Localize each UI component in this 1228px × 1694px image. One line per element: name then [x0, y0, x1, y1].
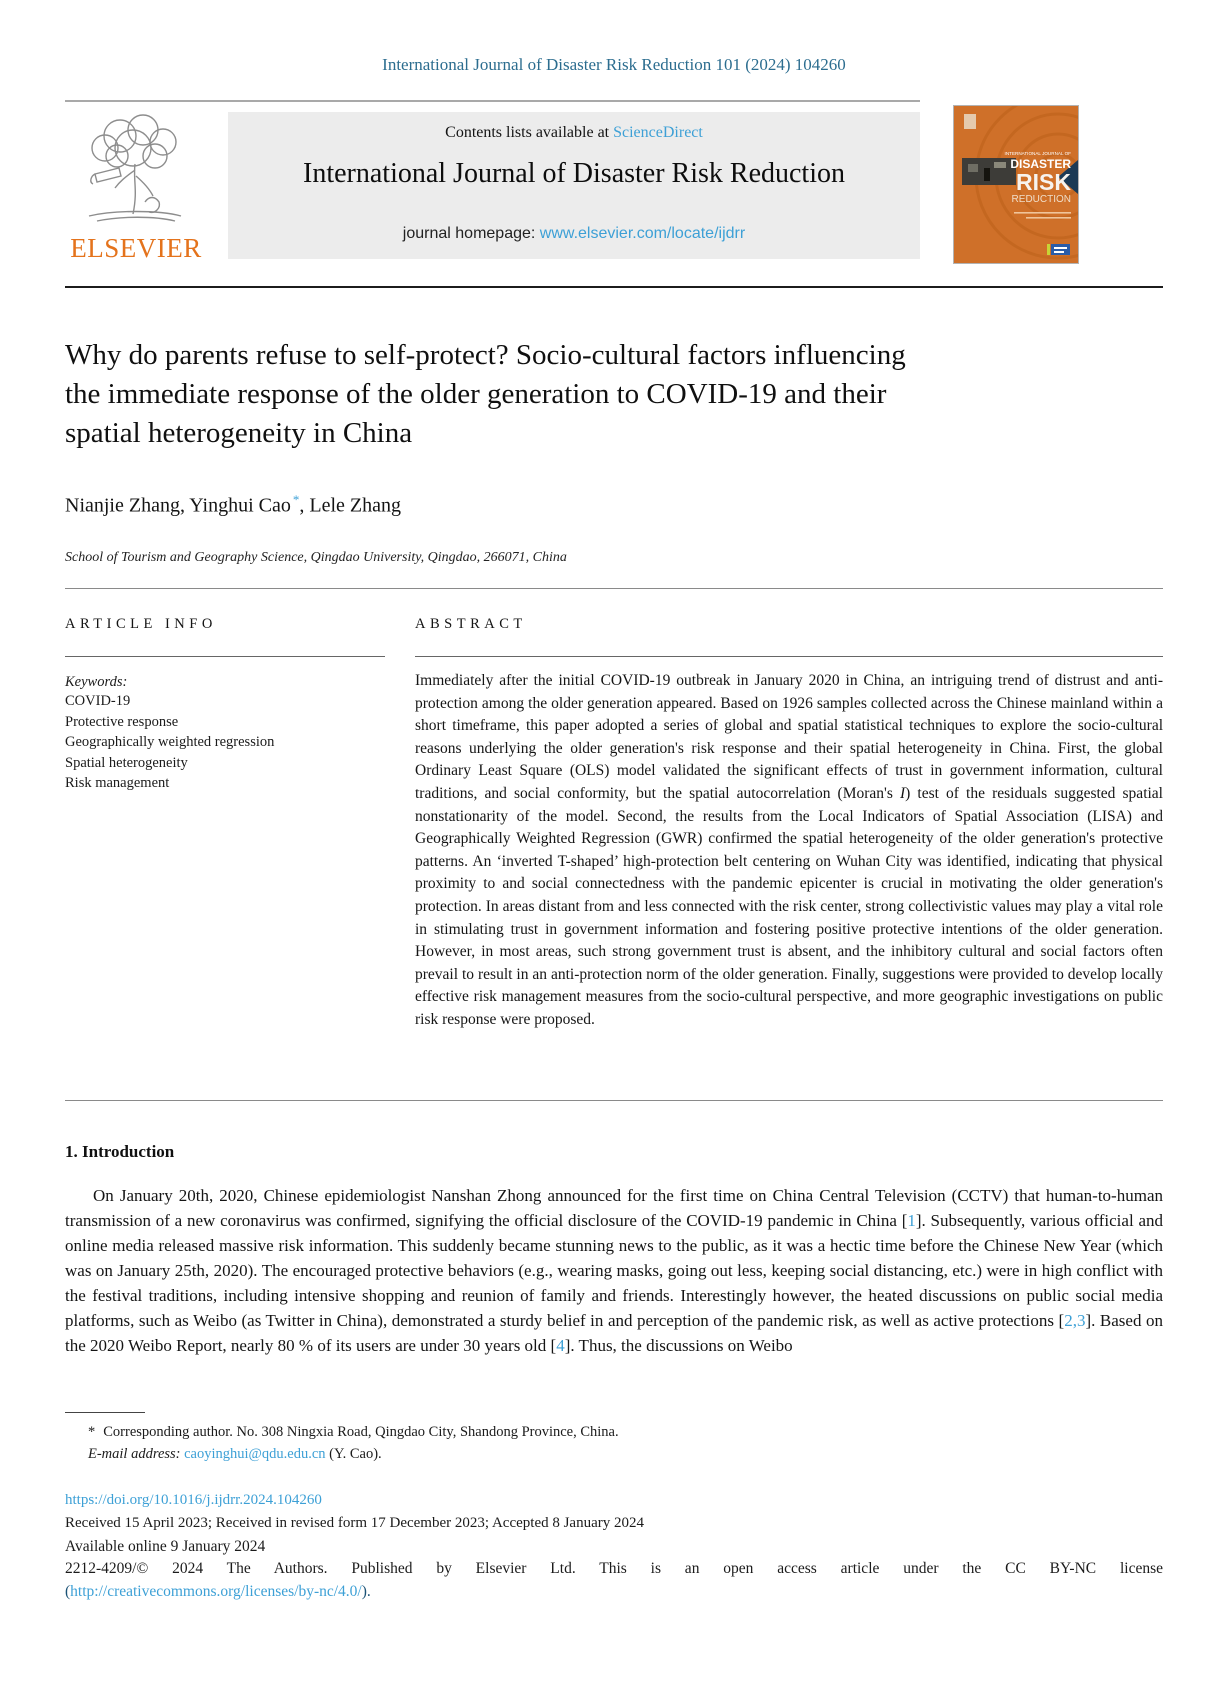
- elsevier-logo: [64, 110, 208, 262]
- available-online: Available online 9 January 2024: [65, 1538, 266, 1555]
- abstract-heading-rule: [415, 656, 1163, 657]
- article-info-heading: ARTICLE INFO: [65, 616, 217, 632]
- email-suffix: (Y. Cao).: [325, 1446, 382, 1462]
- article-info-column: [65, 616, 385, 794]
- cover-word-disaster: DISASTER: [1010, 157, 1071, 171]
- keyword-item: Risk management: [65, 775, 170, 791]
- intro-text: On January 20th, 2020, Chinese epidemiologist Nanshan Zhong announced for the first time on China Central Television (CCTV) that human-to-human transmission of a new coronavirus was confirmed, signifying the official disclosure of the COVID-19 pandemic in China [: [65, 1186, 1163, 1230]
- footnote-star: *: [88, 1424, 96, 1440]
- elsevier-tree-icon: [75, 215, 197, 232]
- keyword-item: Protective response: [65, 713, 179, 730]
- issn-copyright-line: 2212-4209/© 2024 The Authors. Published by Elsevier Ltd. This is an open access article under the CC BY-NC license: [65, 1560, 1163, 1577]
- keyword-item: Spatial heterogeneity: [65, 754, 188, 771]
- intro-text: ]. Thus, the discussions on Weibo: [564, 1336, 793, 1355]
- intro-text: ]. Subsequently, various official and online media released massive risk information. This suddenly became stunning news to the public, as it was a hectic time before the Chinese New Year (which was on January 25th, 2020). The encouraged protective behaviors (e.g., wearing masks, going out less, keeping social distancing, etc.) were in high conflict with the festival traditions, including intensive shopping and reunion of family and friends. Interestingly however, the heated discussions on public social media platforms, such as Weibo (as Twitter in China), demonstrated a sturdy belief in and perception of the pandemic risk, as well as active protections [: [65, 1211, 1163, 1330]
- introduction-paragraph: [65, 1183, 1163, 1358]
- abstract-part-b: ) test of the residuals suggested spatial nonstationarity of the model. Second, the results from the Local Indicators of Spatial Association (LISA) and Geographically Weighted Regression (GWR) confirmed the spatial heterogeneity of the older generation's protective patterns. An ‘inverted T-shaped’ high-protection belt centering on Wuhan City was identified, indicating that physical proximity to and social connectedness with the pandemic epicenter is crucial in motivating the older generation's protection. In areas distant from and less connected with the risk center, strong collectivistic values may play a vital role in stimulating trust in government information and fostering positive protective intentions of the older generation. However, in most areas, such strong government trust is absent, and the inhibitory cultural and social factors often prevail to result in an anti-protection norm of the older generation. Finally, suggestions were provided to develop locally effective risk management measures from the socio-cultural perspective, and more geographic investigations on public risk response were proposed.: [415, 784, 1163, 1028]
- intro-text: ]. Based on the 2020 Weibo Report, nearly 80 % of its users are under 30 years old [: [65, 1311, 1163, 1355]
- journal-citation: International Journal of Disaster Risk Reduction 101 (2024) 104260: [382, 55, 846, 74]
- article-title: Why do parents refuse to self-protect? Socio-cultural factors influencing the immediate response of the older generation to COVID-19 and their spatial heterogeneity in China: [65, 339, 906, 449]
- cover-word-reduction: REDUCTION: [1011, 194, 1071, 205]
- abstract-part-a: Immediately after the initial COVID-19 outbreak in January 2020 in China, an intriguing trend of distrust and anti-protection among the older generation appeared. Based on 1926 samples collected across the Chinese mainland within a short timeframe, this paper adopted a series of global and spatial statistical techniques to explore the socio-cultural reasons underlying the older generation's risk response and their spatial heterogeneity in China. First, the global Ordinary Least Square (OLS) model validated the significant effects of trust in government information, cultural traditions, and social conformity, but the spatial autocorrelation (Moran's: [415, 672, 1163, 802]
- article-info-heading-rule: [65, 656, 385, 657]
- keywords-label: Keywords:: [65, 674, 128, 690]
- homepage-line: [228, 225, 920, 243]
- info-section-top-rule: [65, 588, 1163, 589]
- footnote-rule: [65, 1412, 145, 1413]
- email-label: E-mail address:: [88, 1446, 181, 1462]
- keyword-item: COVID-19: [65, 693, 131, 709]
- contents-prefix: Contents lists available at: [445, 124, 614, 141]
- corresponding-author-footnote: [88, 1424, 1163, 1441]
- email-link[interactable]: caoyinghui@qdu.edu.cn: [184, 1446, 326, 1462]
- morans-i: I: [899, 784, 906, 802]
- license-paren-open: (: [65, 1583, 71, 1600]
- homepage-prefix: journal homepage:: [402, 225, 540, 242]
- doi-url[interactable]: https://doi.org/10.1016/j.ijdrr.2024.104260: [65, 1492, 322, 1508]
- citation-ref-4[interactable]: 4: [556, 1336, 565, 1355]
- journal-cover-thumbnail: [953, 105, 1079, 264]
- keyword-item: Geographically weighted regression: [65, 734, 275, 750]
- citation-ref-1[interactable]: 1: [907, 1211, 916, 1230]
- received-dates: Received 15 April 2023; Received in revised form 17 December 2023; Accepted 8 January 2024: [65, 1515, 644, 1531]
- info-section-bottom-rule: [65, 1100, 1163, 1101]
- author-names-2: , Lele Zhang: [299, 494, 402, 517]
- header-bottom-rule: [65, 286, 1163, 288]
- citation-ref-2-3[interactable]: 2,3: [1064, 1311, 1086, 1330]
- license-paren-close: ).: [361, 1583, 371, 1600]
- license-link[interactable]: http://creativecommons.org/licenses/by-nc/4.0/: [70, 1583, 362, 1600]
- header-top-rule: [65, 100, 920, 102]
- journal-title: International Journal of Disaster Risk Reduction: [303, 158, 845, 189]
- elsevier-wordmark: ELSEVIER: [70, 233, 202, 263]
- author-names-1: Nianjie Zhang, Yinghui Cao: [65, 494, 291, 517]
- cover-series-label: INTERNATIONAL JOURNAL OF: [1004, 151, 1071, 156]
- journal-header-banner: [228, 112, 920, 259]
- footnote-text: Corresponding author. No. 308 Ningxia Road, Qingdao City, Shandong Province, China.: [103, 1424, 619, 1440]
- corresponding-author-mark[interactable]: *: [292, 492, 300, 507]
- contents-line: [228, 124, 920, 142]
- abstract-text: [415, 670, 1163, 1032]
- cover-word-risk: RISK: [1016, 169, 1071, 195]
- doi-link[interactable]: [65, 1492, 322, 1509]
- authors-line: [65, 492, 401, 518]
- email-footnote: [88, 1446, 1163, 1463]
- affiliation: School of Tourism and Geography Science, Qingdao University, Qingdao, 266071, China: [65, 550, 567, 565]
- license-line: [65, 1583, 371, 1601]
- abstract-column: [415, 616, 1163, 1032]
- introduction-heading: 1. Introduction: [65, 1142, 175, 1161]
- sciencedirect-link[interactable]: ScienceDirect: [613, 124, 703, 141]
- abstract-heading: ABSTRACT: [415, 616, 527, 632]
- journal-homepage-link[interactable]: www.elsevier.com/locate/ijdrr: [539, 225, 746, 242]
